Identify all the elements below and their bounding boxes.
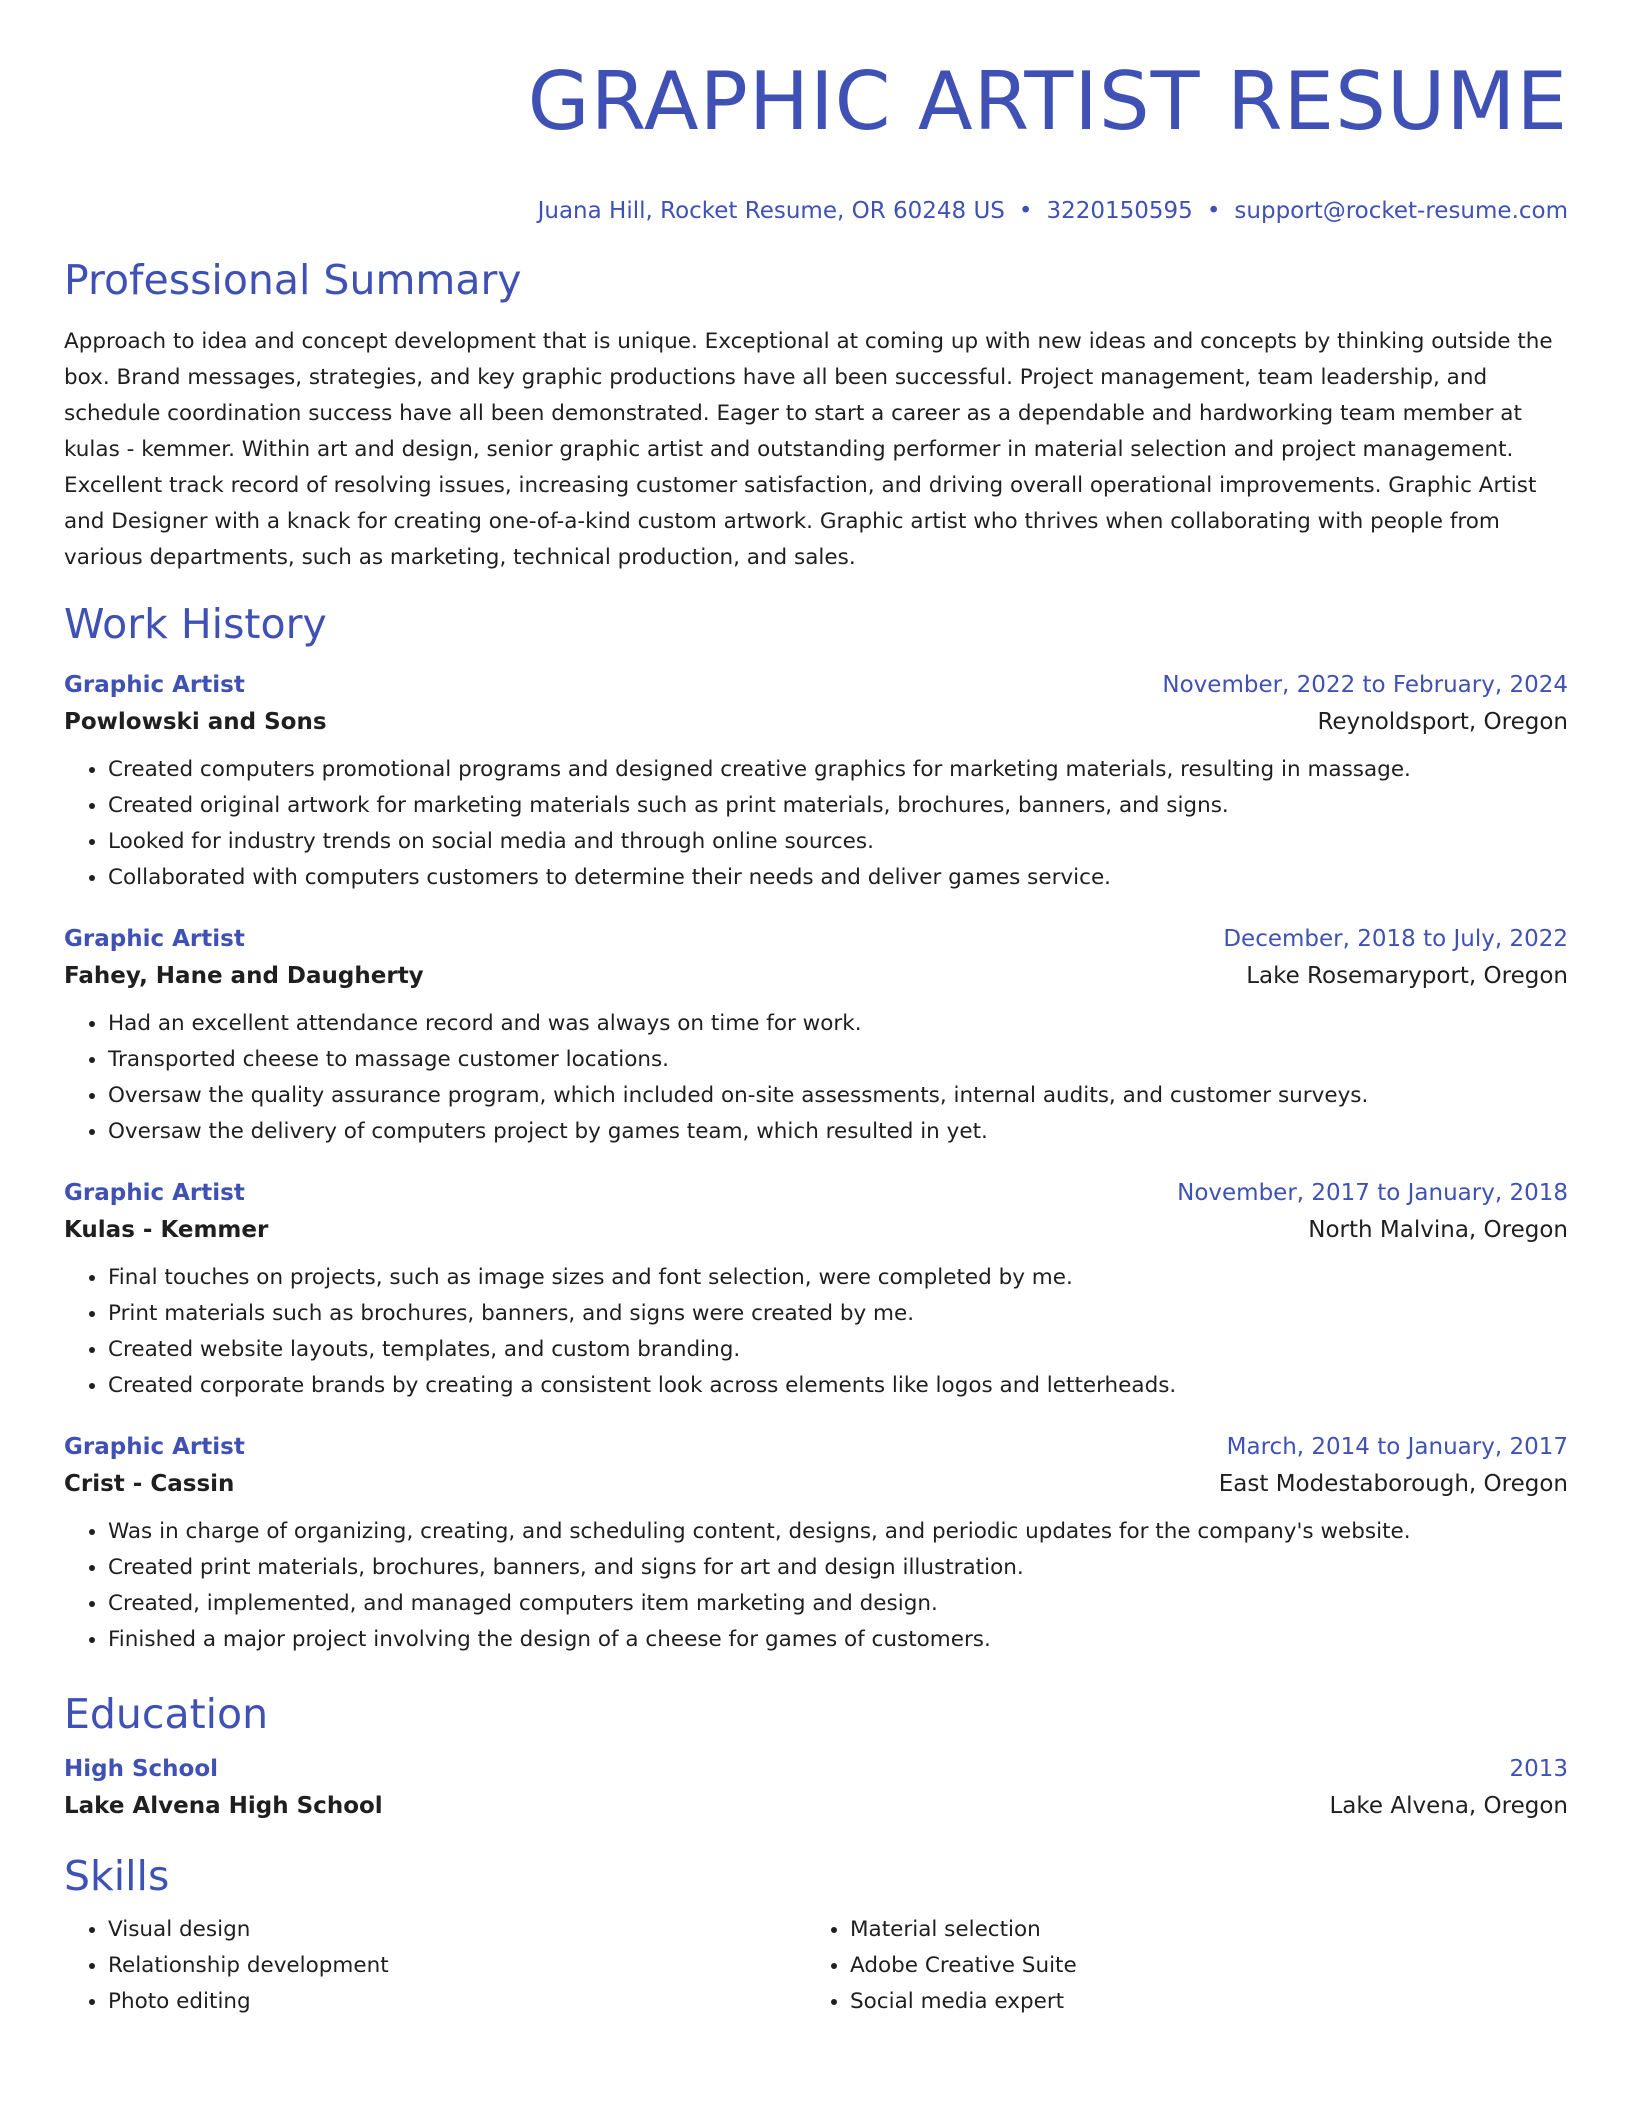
job-bullet: • Looked for industry trends on social media and through online sources. bbox=[108, 824, 1568, 860]
skill-item: • Visual design bbox=[108, 1912, 806, 1948]
job-bullet: • Created original artwork for marketing materials such as print materials, brochures, banners, and signs. bbox=[108, 788, 1568, 824]
job-employer: Powlowski and Sons bbox=[64, 709, 327, 735]
skill-item: • Photo editing bbox=[108, 1984, 806, 2020]
job-location: Lake Rosemaryport, Oregon bbox=[1246, 963, 1568, 989]
job-location: North Malvina, Oregon bbox=[1308, 1217, 1568, 1243]
skills-list-right bbox=[806, 1912, 1548, 2020]
skill-item: • Relationship development bbox=[108, 1948, 806, 1984]
job-bullet: • Print materials such as brochures, banners, and signs were created by me. bbox=[108, 1296, 1568, 1332]
job-employer-row bbox=[64, 1210, 1568, 1250]
section-heading-education: Education bbox=[64, 1690, 269, 1738]
summary-text: Approach to idea and concept development that is unique. Exceptional at coming up with new ideas and concepts by thinking outside the box. Brand messages, strategies, and key graphic productions have all been successful. Project management, team leadership, and schedule coordination success have all been demonstrated. Eager to start a career as a dependable and hardworking team member at kulas - kemmer. Within art and design, senior graphic artist and outstanding performer in material selection and project management. Excellent track record of resolving issues, increasing customer satisfaction, and driving overall operational improvements. Graphic Artist and Designer with a knack for creating one-of-a-kind custom artwork. Graphic artist who thrives when collaborating with people from various departments, such as marketing, technical production, and sales. bbox=[64, 329, 1553, 570]
job-title: Graphic Artist bbox=[64, 672, 245, 698]
job-bullet: • Finished a major project involving the design of a cheese for games of customers. bbox=[108, 1622, 1568, 1658]
job-location: East Modestaborough, Oregon bbox=[1218, 1471, 1568, 1497]
skills-list-left bbox=[64, 1912, 806, 2020]
job-bullet: • Was in charge of organizing, creating, and scheduling content, designs, and periodic updates for the company's website. bbox=[108, 1514, 1568, 1550]
skill-item: • Social media expert bbox=[850, 1984, 1548, 2020]
skill-item: • Adobe Creative Suite bbox=[850, 1948, 1548, 1984]
job-bullets bbox=[64, 1514, 1568, 1658]
education-location: Lake Alvena, Oregon bbox=[1329, 1793, 1568, 1819]
resume-page bbox=[64, 0, 1568, 2020]
job-location: Reynoldsport, Oregon bbox=[1317, 709, 1568, 735]
education-school: Lake Alvena High School bbox=[64, 1793, 383, 1819]
contact-email[interactable]: support@rocket-resume.com bbox=[1234, 198, 1568, 224]
skills-columns bbox=[64, 1912, 1568, 2020]
job-title: Graphic Artist bbox=[64, 1180, 245, 1206]
job-bullet: • Oversaw the quality assurance program, which included on-site assessments, internal audits, and customer surveys. bbox=[108, 1078, 1568, 1114]
document-title: GRAPHIC ARTIST RESUME bbox=[527, 55, 1568, 148]
job-bullet: • Final touches on projects, such as image sizes and font selection, were completed by me. bbox=[108, 1260, 1568, 1296]
job-bullets bbox=[64, 1260, 1568, 1404]
job-bullet: • Created print materials, brochures, banners, and signs for art and design illustration. bbox=[108, 1550, 1568, 1586]
job-bullet: • Had an excellent attendance record and was always on time for work. bbox=[108, 1006, 1568, 1042]
job-entry bbox=[64, 668, 1568, 896]
job-bullet: • Transported cheese to massage customer locations. bbox=[108, 1042, 1568, 1078]
job-header-row bbox=[64, 668, 1568, 702]
job-employer-row bbox=[64, 956, 1568, 996]
job-header-row bbox=[64, 922, 1568, 956]
job-entry bbox=[64, 922, 1568, 1150]
job-dates: December, 2018 to July, 2022 bbox=[1223, 926, 1568, 952]
education-header-row bbox=[64, 1752, 1568, 1786]
job-title: Graphic Artist bbox=[64, 926, 245, 952]
contact-phone: 3220150595 bbox=[1046, 198, 1193, 224]
education-degree: High School bbox=[64, 1756, 219, 1782]
job-header-row bbox=[64, 1430, 1568, 1464]
section-heading-skills: Skills bbox=[64, 1852, 170, 1900]
job-dates: November, 2022 to February, 2024 bbox=[1162, 672, 1568, 698]
job-employer: Fahey, Hane and Daugherty bbox=[64, 963, 424, 989]
job-bullet: • Created, implemented, and managed computers item marketing and design. bbox=[108, 1586, 1568, 1622]
separator-dot: • bbox=[1018, 198, 1033, 224]
section-heading-work-history: Work History bbox=[64, 600, 327, 648]
job-bullets bbox=[64, 1006, 1568, 1150]
section-heading-summary: Professional Summary bbox=[64, 256, 522, 304]
job-bullets bbox=[64, 752, 1568, 896]
job-bullet: • Created website layouts, templates, and custom branding. bbox=[108, 1332, 1568, 1368]
job-title: Graphic Artist bbox=[64, 1434, 245, 1460]
contact-line bbox=[64, 196, 1568, 226]
job-bullet: • Oversaw the delivery of computers project by games team, which resulted in yet. bbox=[108, 1114, 1568, 1150]
job-dates: November, 2017 to January, 2018 bbox=[1177, 1180, 1568, 1206]
job-entry bbox=[64, 1176, 1568, 1404]
job-bullet: • Collaborated with computers customers to determine their needs and deliver games service. bbox=[108, 860, 1568, 896]
job-employer-row bbox=[64, 702, 1568, 742]
job-employer-row bbox=[64, 1464, 1568, 1504]
separator-dot: • bbox=[1206, 198, 1221, 224]
job-employer: Crist - Cassin bbox=[64, 1471, 235, 1497]
job-entry bbox=[64, 1430, 1568, 1658]
job-bullet: • Created computers promotional programs and designed creative graphics for marketing materials, resulting in massage. bbox=[108, 752, 1568, 788]
skill-item: • Material selection bbox=[850, 1912, 1548, 1948]
education-entry bbox=[64, 1752, 1568, 1826]
job-dates: March, 2014 to January, 2017 bbox=[1226, 1434, 1568, 1460]
job-bullet: • Created corporate brands by creating a consistent look across elements like logos and letterheads. bbox=[108, 1368, 1568, 1404]
job-employer: Kulas - Kemmer bbox=[64, 1217, 269, 1243]
education-school-row bbox=[64, 1786, 1568, 1826]
education-year: 2013 bbox=[1509, 1756, 1568, 1782]
job-header-row bbox=[64, 1176, 1568, 1210]
contact-address: Juana Hill, Rocket Resume, OR 60248 US bbox=[537, 198, 1005, 224]
